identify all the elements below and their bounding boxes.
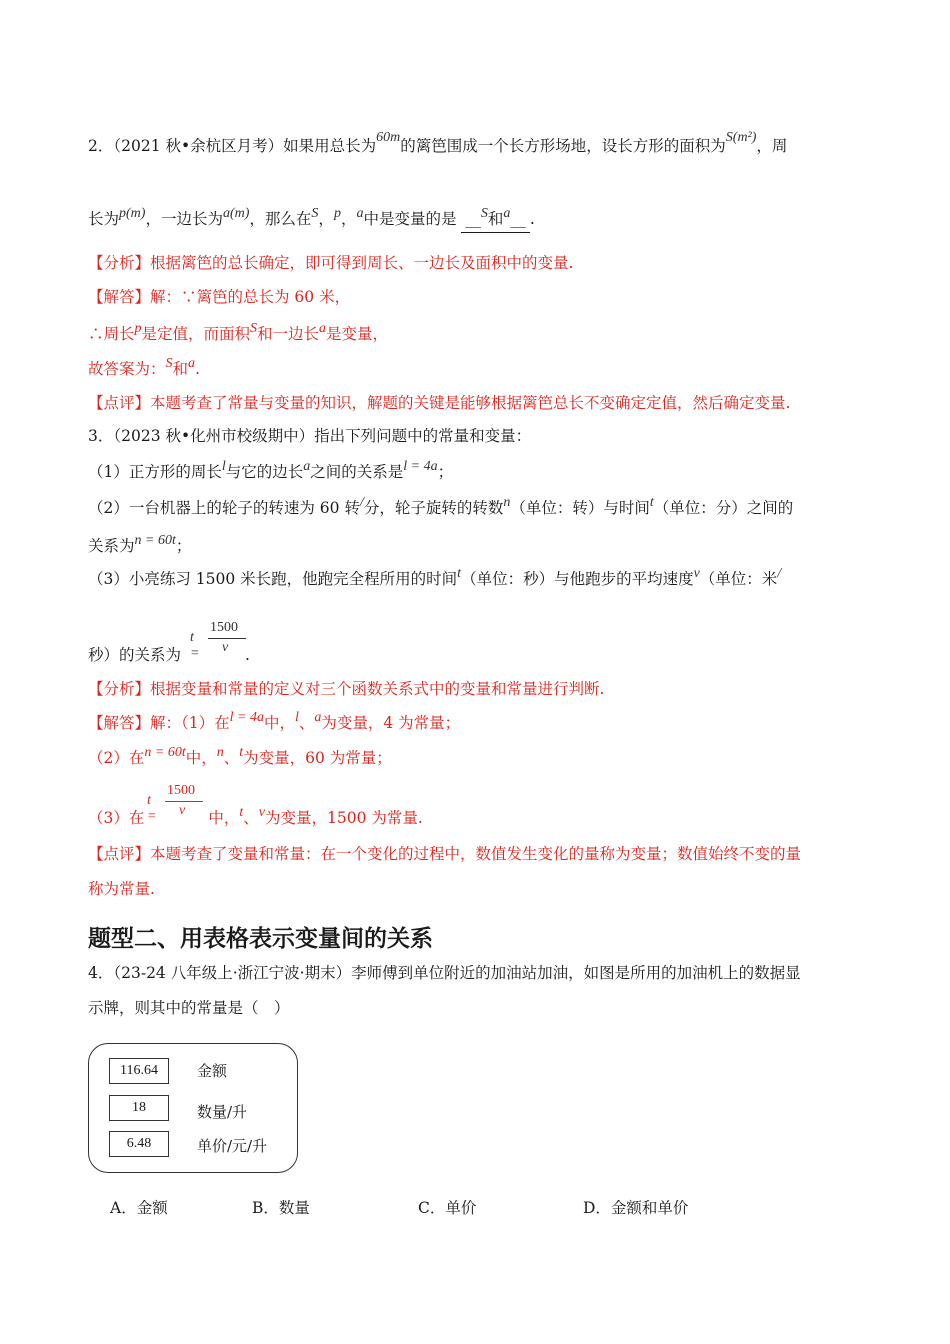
- option-d[interactable]: D．金额和单价: [583, 1199, 689, 1217]
- option-c[interactable]: C．单价: [418, 1199, 477, 1217]
- display-amount-label: 金额: [197, 1062, 228, 1080]
- q3-part1: （1）正方形的周长l与它的边长a之间的关系是l = 4a；: [88, 459, 454, 481]
- q4-line2: 示牌，则其中的常量是（ ）: [88, 999, 290, 1017]
- q3-part2: （2）一台机器上的轮子的转速为 60 转/分，轮子旋转的转数n（单位：转）与时间t（单位：分）之间的: [88, 495, 794, 517]
- q3-comment-2: 称为常量.: [88, 880, 155, 898]
- q3-part3: （3）小亮练习 1500 米长跑，他跑完全程所用的时间t（单位：秒）与他跑步的平均速度v（单位：米/: [88, 566, 782, 588]
- answer-blank: __S和a__: [461, 208, 530, 233]
- fuel-display-panel: [88, 1043, 298, 1173]
- q2-analysis: 【分析】根据篱笆的总长确定，即可得到周长、一边长及面积中的变量.: [88, 254, 574, 272]
- q3-solution-3: （3）在 中，t、v为变量，1500 为常量.: [88, 805, 423, 827]
- section-title: 题型二、用表格表示变量间的关系: [88, 926, 433, 952]
- q2-comment: 【点评】本题考查了常量与变量的知识，解题的关键是能够根据篱笆总长不变确定定值，然后确定变量.: [88, 394, 791, 412]
- q3-comment-1: 【点评】本题考查了变量和常量：在一个变化的过程中，数值发生变化的量称为变量；数值始终不变的量: [88, 845, 802, 863]
- q3-part2-cont: 关系为n = 60t；: [88, 533, 192, 555]
- q2-solution-2: ∴周长p是定值，而面积S和一边长a是变量，: [88, 321, 389, 343]
- display-amount-value: 116.64: [109, 1058, 169, 1084]
- q2-line2: 长为p(m)，一边长为a(m)，那么在S，p，a中是变量的是 __S和a__ .: [88, 208, 862, 233]
- math-60m: 60m: [376, 130, 401, 145]
- option-b[interactable]: B．数量: [252, 1199, 310, 1217]
- q3-solution-2: （2）在n = 60t中，n、t为变量，60 为常量；: [88, 745, 392, 767]
- q2-solution-3: 故答案为：S和a.: [88, 356, 200, 378]
- display-quantity-label: 数量/升: [197, 1103, 248, 1121]
- q2-solution-1: 【解答】解：∵篱笆的总长为 60 米，: [88, 288, 351, 306]
- option-a[interactable]: A．金额: [110, 1199, 168, 1217]
- q2-line1: 2．（2021 秋•余杭区月考）如果用总长为60m的篱笆围成一个长方形场地，设长方形的面积为S(m²)，周: [88, 130, 788, 155]
- q4-line1: 4．（23-24 八年级上·浙江宁波·期末）李师傅到单位附近的加油站加油，如图是所用的加油机上的数据显: [88, 964, 801, 982]
- q3-analysis: 【分析】根据变量和常量的定义对三个函数关系式中的变量和常量进行判断.: [88, 680, 605, 698]
- display-quantity-value: 18: [109, 1095, 169, 1121]
- display-price-value: 6.48: [109, 1131, 169, 1157]
- q3-title: 3．（2023 秋•化州市校级期中）指出下列问题中的常量和变量：: [88, 427, 532, 445]
- q3-part3-cont: 秒）的关系为 .: [88, 646, 250, 664]
- q3-solution-1: 【解答】解：（1）在l = 4a中，l、a为变量，4 为常量；: [88, 710, 461, 732]
- math-area: S(m²): [725, 130, 757, 145]
- display-price-label: 单价/元/升: [197, 1137, 268, 1155]
